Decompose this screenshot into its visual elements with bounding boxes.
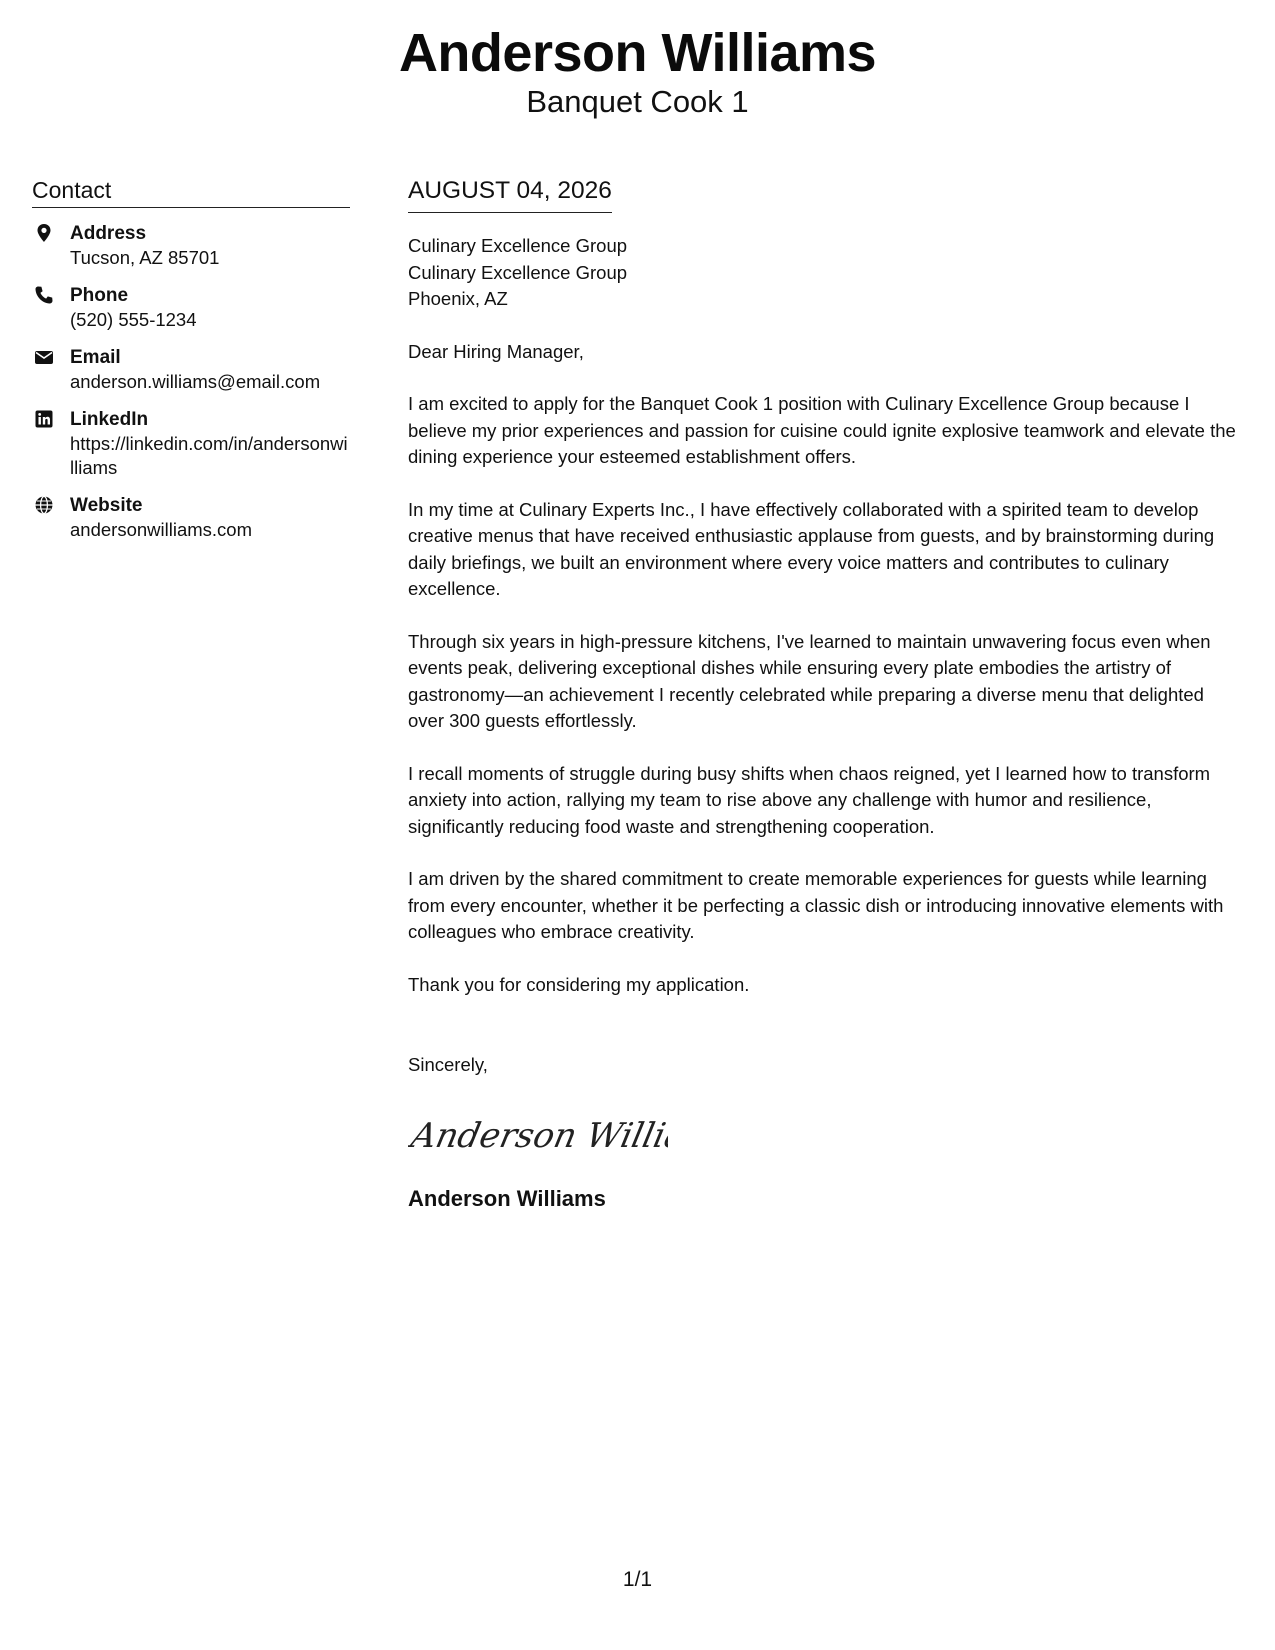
contact-phone: [32, 284, 350, 332]
map-pin-icon: [34, 223, 54, 243]
phone-value: (520) 555-1234: [70, 309, 197, 330]
contact-website: [32, 494, 350, 542]
recipient-company-2: Culinary Excellence Group: [408, 261, 628, 283]
recipient-location: Phoenix, AZ: [408, 288, 508, 309]
phone-icon: [34, 285, 54, 305]
letter-header: [0, 22, 1275, 120]
contact-sidebar: [32, 176, 350, 556]
signature-text: Anderson Willia: [408, 1115, 668, 1156]
job-title: Banquet Cook 1: [526, 84, 749, 119]
signature-image: [408, 1107, 668, 1159]
website-label: Website: [70, 495, 143, 516]
greeting: Dear Hiring Manager,: [408, 340, 584, 362]
paragraph-4: I recall moments of struggle during busy shifts when chaos reigned, yet I learned how to transform anxiety into action, rallying my team to rise above any challenge with humor and resilience, significantly reducing food waste and strengthening cooperation.: [408, 762, 1211, 837]
linkedin-icon: [34, 409, 54, 429]
linkedin-label: LinkedIn: [70, 409, 149, 430]
envelope-icon: [34, 347, 54, 367]
letter-body: [408, 176, 1244, 1213]
linkedin-value[interactable]: https://linkedin.com/in/andersonwilliams: [70, 433, 348, 478]
paragraph-5: I am driven by the shared commitment to create memorable experiences for guests while learning from every encounter, whether it be perfecting a classic dish or introducing innovative elements with colleagues who embrace creativity.: [408, 868, 1224, 942]
contact-email: [32, 346, 350, 394]
recipient-block: [408, 233, 1244, 313]
website-value[interactable]: andersonwilliams.com: [70, 519, 252, 540]
paragraph-3: Through six years in high-pressure kitchens, I've learned to maintain unwavering focus even when events peak, delivering exceptional dishes while ensuring every plate embodies the artistry of gastronomy—an achievement I recently celebrated while preparing a diverse menu that delighted over 300 guests effortlessly.: [408, 630, 1211, 731]
page-number: 1/1: [622, 1568, 653, 1591]
address-value: Tucson, AZ 85701: [70, 247, 220, 268]
phone-label: Phone: [70, 285, 129, 306]
globe-icon: [34, 495, 54, 515]
contact-address: [32, 222, 350, 270]
paragraph-2: In my time at Culinary Experts Inc., I have effectively collaborated with a spirited team to develop creative menus that have received enthusiastic applause from guests, and by brainstorming during daily briefings, we built an environment where every voice matters and contributes to culinary excellence.: [408, 498, 1215, 599]
email-label: Email: [70, 347, 121, 368]
paragraph-1: I am excited to apply for the Banquet Cook 1 position with Culinary Excellence Group because I believe my prior experiences and passion for cuisine could ignite explosive teamwork and elevate the dining experience your esteemed establishment offers.: [408, 393, 1236, 467]
letter-date: AUGUST 04, 2026: [408, 176, 612, 213]
address-label: Address: [70, 223, 147, 244]
signer-name: Anderson Williams: [408, 1185, 606, 1211]
email-value: anderson.williams@email.com: [70, 371, 321, 392]
applicant-name: Anderson Williams: [398, 23, 877, 83]
paragraph-thanks: Thank you for considering my application.: [408, 973, 750, 995]
recipient-company: Culinary Excellence Group: [408, 235, 628, 256]
contact-heading: Contact: [32, 176, 350, 208]
signature: [408, 1107, 1244, 1159]
closing: Sincerely,: [408, 1054, 488, 1075]
contact-linkedin: [32, 408, 350, 480]
